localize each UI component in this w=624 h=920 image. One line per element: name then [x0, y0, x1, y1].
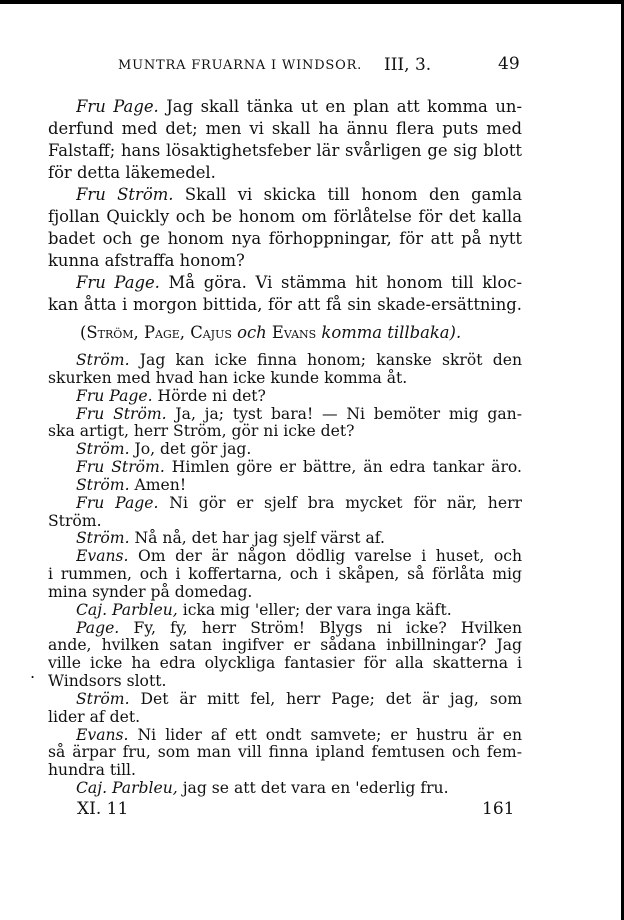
text-line: kan åtta i morgon bittida, för att få sin skade-ersättning. [48, 295, 522, 314]
page-number: 49 [498, 54, 520, 74]
text-line: Page. Fy, fy, herr Ström! Blygs ni icke? Hvilken [76, 619, 522, 637]
text-line: Ström. Nå nå, det har jag sjelf värst af. [76, 529, 385, 547]
speaker-name: Fru Page. [76, 97, 159, 116]
text-line: lider af det. [48, 708, 141, 726]
speaker-name: Evans. [76, 726, 129, 744]
speaker-name: Page. [76, 619, 120, 637]
speaker-name: Fru Ström. [76, 405, 167, 423]
running-header-title: MUNTRA FRUARNA I WINDSOR. [118, 58, 363, 73]
text-line: derfund med det; men vi skall ha ännu flera puts med [48, 119, 522, 138]
text-line: Ström. Det är mitt fel, herr Page; det är jag, som [76, 690, 522, 708]
text-line: Ström. Jo, det gör jag. [76, 440, 252, 458]
text-line: ska artigt, herr Ström, gör ni icke det? [48, 422, 355, 440]
speaker-name: Ström. [76, 529, 130, 547]
text-line: Evans. Om der är någon dödlig varelse i huset, och [76, 547, 522, 565]
text-line: Fru Page. Ni gör er sjelf bra mycket för när, herr [76, 494, 522, 512]
text-line: mina synder på domedag. [48, 583, 253, 601]
text-line: Windsors slott. [48, 672, 167, 690]
text-line: Ström. Jag kan icke finna honom; kanske skröt den [76, 351, 522, 369]
scan-edge-top [0, 0, 624, 4]
speaker-name: Fru Ström. [76, 185, 174, 204]
speaker-name: Fru Ström. [76, 458, 165, 476]
text-line: Fru Ström. Ja, ja; tyst bara! — Ni bemöter mig gan- [76, 405, 522, 423]
text-line: Fru Page. Jag skall tänka ut en plan att komma un- [76, 97, 522, 116]
text-line: i rummen, och i koffertarna, och i skåpen, så förlåta mig [48, 565, 522, 583]
speaker-name: Ström. [76, 690, 130, 708]
text-line: Ström. Amen! [76, 476, 187, 494]
text-line: fjollan Quickly och be honom om förlåtelse för det kalla [48, 207, 522, 226]
text-line: Falstaff; hans lösaktighetsfeber lär svårligen ge sig blott [48, 141, 522, 160]
speaker-name: Caj. [76, 779, 108, 797]
stage-direction: (Ström, Page, Cajus och Evans komma tillbaka). [80, 323, 462, 342]
signature-mark: XI. 11 [77, 799, 129, 819]
text-line: Caj. Parbleu, icka mig 'eller; der vara inga käft. [76, 601, 452, 619]
text-line: Fru Page. Må göra. Vi stämma hit honom till kloc- [76, 273, 522, 292]
text-line: Fru Ström. Himlen göre er bättre, än edra tankar äro. [76, 458, 522, 476]
text-line: Evans. Ni lider af ett ondt samvete; er hustru är en [76, 726, 522, 744]
text-line: skurken med hvad han icke kunde komma åt. [48, 369, 408, 387]
text-line: hundra till. [48, 761, 137, 779]
text-line: badet och ge honom nya förhoppningar, för att på nytt [48, 229, 522, 248]
speaker-name: Fru Page. [76, 273, 160, 292]
text-line: Caj. Parbleu, jag se att det vara en 'ederlig fru. [76, 779, 449, 797]
speaker-name: Caj. [76, 601, 108, 619]
speaker-name: Fru Page. [76, 494, 159, 512]
text-line: kunna afstraffa honom? [48, 251, 245, 270]
speaker-name: Fru Page. [76, 387, 153, 405]
speaker-name: Ström. [76, 476, 130, 494]
speaker-name: Ström. [76, 351, 130, 369]
running-header-act-scene: III, 3. [384, 55, 432, 75]
text-line: ville icke ha edra olyckliga fantasier för alla skatterna i [48, 654, 522, 672]
sheet-number: 161 [482, 799, 515, 819]
text-line: Fru Page. Hörde ni det? [76, 387, 266, 405]
text-line: Fru Ström. Skall vi skicka till honom den gamla [76, 185, 522, 204]
speaker-name: Ström. [76, 440, 130, 458]
text-line: så ärpar fru, som man vill finna ipland femtusen och fem- [48, 743, 522, 761]
margin-mark: . [30, 663, 36, 682]
text-line: ande, hvilken satan ingifver er sådana inbillningar? Jag [48, 636, 522, 654]
text-line: Ström. [48, 512, 102, 530]
text-line: för detta läkemedel. [48, 163, 216, 182]
speaker-name: Evans. [76, 547, 129, 565]
